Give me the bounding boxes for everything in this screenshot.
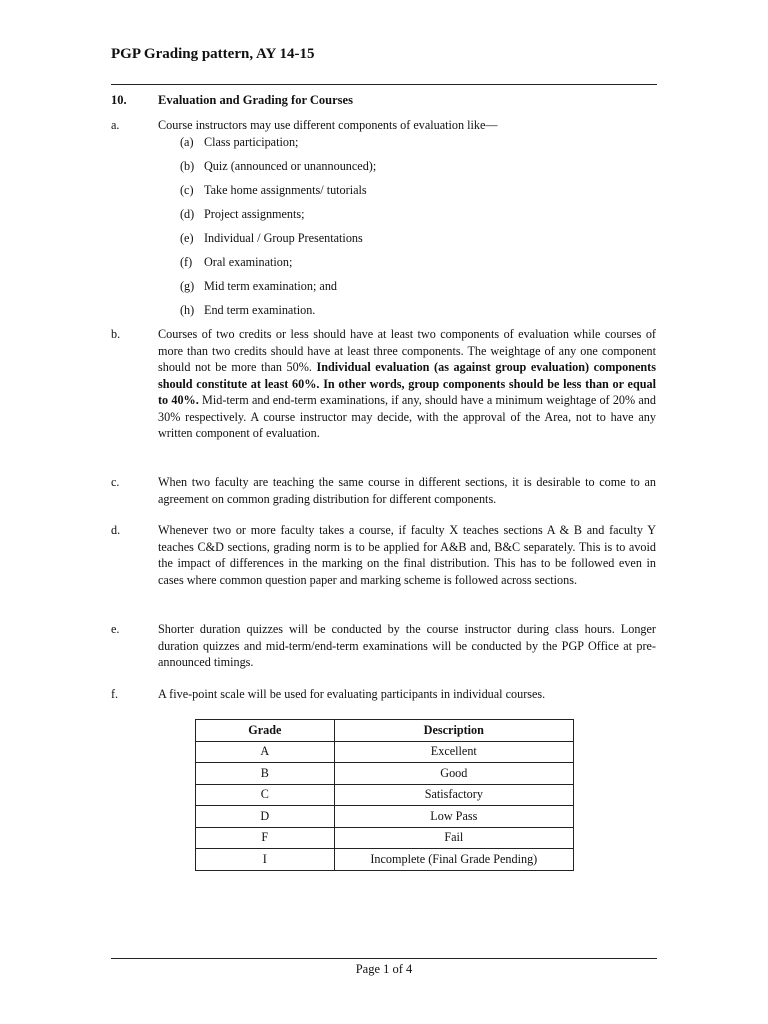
- description-cell: Incomplete (Final Grade Pending): [334, 849, 573, 871]
- component-mark: (g): [180, 279, 195, 293]
- component-mark: (a): [180, 135, 194, 149]
- description-cell: Low Pass: [334, 806, 573, 828]
- component-item: [180, 158, 376, 175]
- component-text: Oral examination;: [204, 255, 293, 269]
- item-e-label: e.: [111, 622, 120, 636]
- grade-table: [195, 719, 574, 871]
- grade-cell: A: [196, 741, 335, 763]
- component-item: [180, 206, 305, 223]
- component-item: [180, 230, 363, 247]
- component-text: Class participation;: [204, 135, 299, 149]
- grade-cell: B: [196, 763, 335, 785]
- item-d-label: d.: [111, 523, 121, 537]
- grade-cell: F: [196, 827, 335, 849]
- component-text: Mid term examination; and: [204, 279, 338, 293]
- section-number: 10.: [111, 93, 127, 107]
- item-a-intro: Course instructors may use different components of evaluation like—: [158, 118, 498, 132]
- description-cell: Good: [334, 763, 573, 785]
- component-item: [180, 278, 337, 295]
- table-row: [196, 827, 574, 849]
- item-c-paragraph: When two faculty are teaching the same course in different sections, it is desirable to come to an agreement on common grading distribution for different components.: [158, 475, 656, 506]
- section-title: Evaluation and Grading for Courses: [158, 93, 353, 107]
- header-divider: [111, 84, 657, 85]
- table-row: [196, 741, 574, 763]
- grade-column-header: Grade: [196, 720, 335, 742]
- grade-cell: D: [196, 806, 335, 828]
- component-mark: (e): [180, 231, 194, 245]
- item-b-paragraph: [158, 326, 656, 442]
- item-c-label: c.: [111, 475, 120, 489]
- description-cell: Fail: [334, 827, 573, 849]
- table-header-row: [196, 720, 574, 742]
- component-text: End term examination.: [204, 303, 316, 317]
- table-row: [196, 784, 574, 806]
- component-item: [180, 182, 367, 199]
- item-f-paragraph: A five-point scale will be used for evaluating participants in individual courses.: [158, 687, 546, 701]
- item-b-text-1: Courses of two credits or less should have at least two components of evaluation while courses of more than two credits should have at least three components. The weightage of any one component should not be more than 50%.: [158, 327, 656, 374]
- document-header-title: PGP Grading pattern, AY 14-15: [111, 46, 315, 62]
- item-e-paragraph: Shorter duration quizzes will be conducted by the course instructor during class hours. Longer duration quizzes and mid-term/end-term examinations will be conducted by the PGP Office at pre-announced timings.: [158, 622, 656, 669]
- grade-cell: I: [196, 849, 335, 871]
- table-row: [196, 849, 574, 871]
- component-text: Take home assignments/ tutorials: [204, 183, 367, 197]
- component-item: [180, 254, 292, 271]
- table-row: [196, 763, 574, 785]
- grade-cell: C: [196, 784, 335, 806]
- item-b-bold-text: Individual evaluation (as against group evaluation) components should constitute at least 60%. In other words, group components should be less than or equal to 40%.: [158, 360, 656, 407]
- component-text: Quiz (announced or unannounced);: [204, 159, 377, 173]
- component-mark: (c): [180, 183, 194, 197]
- item-d-paragraph: Whenever two or more faculty takes a course, if faculty X teaches sections A & B and faculty Y teaches C&D sections, grading norm is to be applied for A&B and, B&C separately. This is to avoid the impact of differences in the marking on the final distribution. This has to be followed even in cases where common question paper and marking scheme is followed across sections.: [158, 523, 656, 587]
- table-row: [196, 806, 574, 828]
- item-b-label: b.: [111, 327, 121, 341]
- footer-divider: [111, 958, 657, 959]
- component-text: Project assignments;: [204, 207, 305, 221]
- item-a-label: a.: [111, 118, 120, 132]
- page-number: Page 1 of 4: [355, 962, 413, 976]
- item-f-label: f.: [111, 687, 119, 701]
- component-item: [180, 134, 298, 151]
- component-text: Individual / Group Presentations: [204, 231, 363, 245]
- item-b-text-2: Mid-term and end-term examinations, if any, should have a minimum weightage of 20% and 30% respectively. A course instructor may decide, with the approval of the Area, not to have any written component of evaluation.: [158, 393, 656, 440]
- description-column-header: Description: [334, 720, 573, 742]
- component-mark: (f): [180, 255, 193, 269]
- component-mark: (h): [180, 303, 195, 317]
- component-item: [180, 302, 315, 319]
- description-cell: Excellent: [334, 741, 573, 763]
- component-mark: (d): [180, 207, 195, 221]
- component-mark: (b): [180, 159, 195, 173]
- description-cell: Satisfactory: [334, 784, 573, 806]
